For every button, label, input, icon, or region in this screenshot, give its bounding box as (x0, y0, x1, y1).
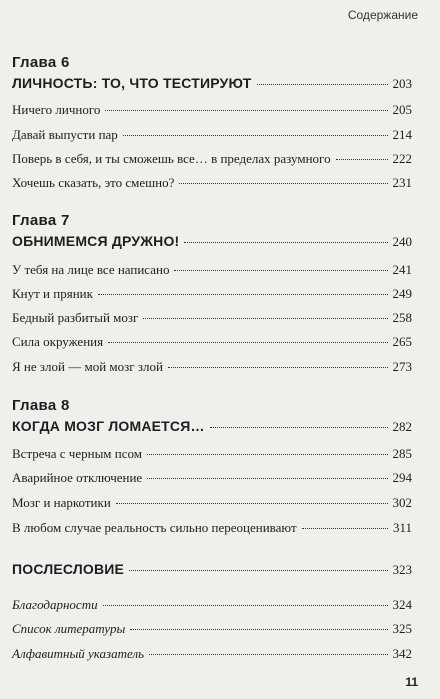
page-ref: 231 (392, 175, 412, 190)
entry-title: Сила окружения (12, 334, 104, 349)
page-ref: 294 (392, 470, 412, 485)
chapter-title: ОБНИМЕМСЯ ДРУЖНО! (12, 233, 180, 249)
page-ref: 324 (392, 597, 412, 612)
afterword-title: ПОСЛЕСЛОВИЕ (12, 561, 125, 577)
leader-dots (179, 183, 387, 184)
leader-dots (149, 654, 387, 655)
page-ref: 273 (392, 359, 412, 374)
page-ref: 311 (392, 520, 412, 535)
toc-entry (12, 334, 412, 350)
entry-title: Мозг и наркотики (12, 495, 111, 510)
page-ref: 285 (392, 446, 412, 461)
leader-dots (103, 605, 388, 606)
leader-dots (105, 110, 387, 111)
toc-entry (12, 102, 412, 118)
back-matter-entry (12, 597, 412, 613)
leader-dots (302, 528, 388, 529)
chapter-label: Глава 6 (12, 54, 70, 71)
leader-dots (116, 503, 388, 504)
toc-entry (12, 446, 412, 462)
entry-title: Давай выпусти пар (12, 127, 118, 142)
leader-dots (98, 294, 388, 295)
entry-title: Бедный разбитый мозг (12, 310, 139, 325)
entry-title: Хочешь сказать, это смешно? (12, 175, 175, 190)
leader-dots (174, 270, 387, 271)
entry-title: Я не злой — мой мозг злой (12, 359, 163, 374)
page-ref: 203 (392, 76, 412, 91)
page-ref: 249 (392, 286, 412, 301)
page-number: 11 (405, 675, 418, 689)
toc-entry (12, 470, 412, 486)
toc-entry (12, 262, 412, 278)
page-ref: 323 (392, 562, 412, 577)
chapter-title-row (12, 233, 412, 250)
chapter-title: ЛИЧНОСТЬ: ТО, ЧТО ТЕСТИРУЮТ (12, 75, 252, 91)
leader-dots (143, 318, 387, 319)
page-ref: 282 (392, 419, 412, 434)
page-ref: 258 (392, 310, 412, 325)
chapter-title: КОГДА МОЗГ ЛОМАЕТСЯ… (12, 418, 205, 434)
entry-title: Благодарности (12, 597, 98, 612)
toc-entry (12, 175, 412, 191)
entry-title: Список литературы (12, 621, 126, 636)
page-ref: 222 (392, 151, 412, 166)
page-ref: 342 (392, 646, 412, 661)
chapter-title-row (12, 75, 412, 92)
leader-dots (147, 454, 388, 455)
back-matter-entry (12, 621, 412, 637)
entry-title: Ничего личного (12, 102, 101, 117)
leader-dots (168, 367, 388, 368)
toc-entry (12, 286, 412, 302)
toc-entry (12, 359, 412, 375)
chapter-label: Глава 7 (12, 212, 70, 229)
page-ref: 205 (392, 102, 412, 117)
entry-title: У тебя на лице все написано (12, 262, 170, 277)
entry-title: Кнут и пряник (12, 286, 93, 301)
toc-entry (12, 151, 412, 167)
leader-dots (184, 242, 387, 243)
entry-title: Встреча с черным псом (12, 446, 142, 461)
leader-dots (336, 159, 388, 160)
entry-title: Поверь в себя, и ты сможешь все… в пределах разумного (12, 151, 331, 166)
running-title: Содержание (347, 8, 418, 22)
entry-title: Аварийное отключение (12, 470, 143, 485)
leader-dots (130, 629, 387, 630)
leader-dots (257, 84, 388, 85)
leader-dots (147, 478, 387, 479)
leader-dots (108, 342, 387, 343)
leader-dots (123, 135, 388, 136)
toc-entry (12, 495, 412, 511)
page-ref: 214 (392, 127, 412, 142)
toc-entry (12, 127, 412, 143)
chapter-title-row (12, 418, 412, 435)
afterword-row (12, 561, 412, 578)
page-ref: 240 (392, 234, 412, 249)
toc-entry (12, 310, 412, 326)
page-ref: 265 (392, 334, 412, 349)
page-ref: 302 (392, 495, 412, 510)
back-matter-entry (12, 646, 412, 662)
leader-dots (210, 427, 388, 428)
chapter-label: Глава 8 (12, 397, 70, 414)
leader-dots (129, 570, 387, 571)
page-ref: 325 (392, 621, 412, 636)
toc-entry (12, 520, 412, 536)
page-ref: 241 (392, 262, 412, 277)
entry-title: Алфавитный указатель (12, 646, 145, 661)
entry-title: В любом случае реальность сильно переоценивают (12, 520, 297, 535)
